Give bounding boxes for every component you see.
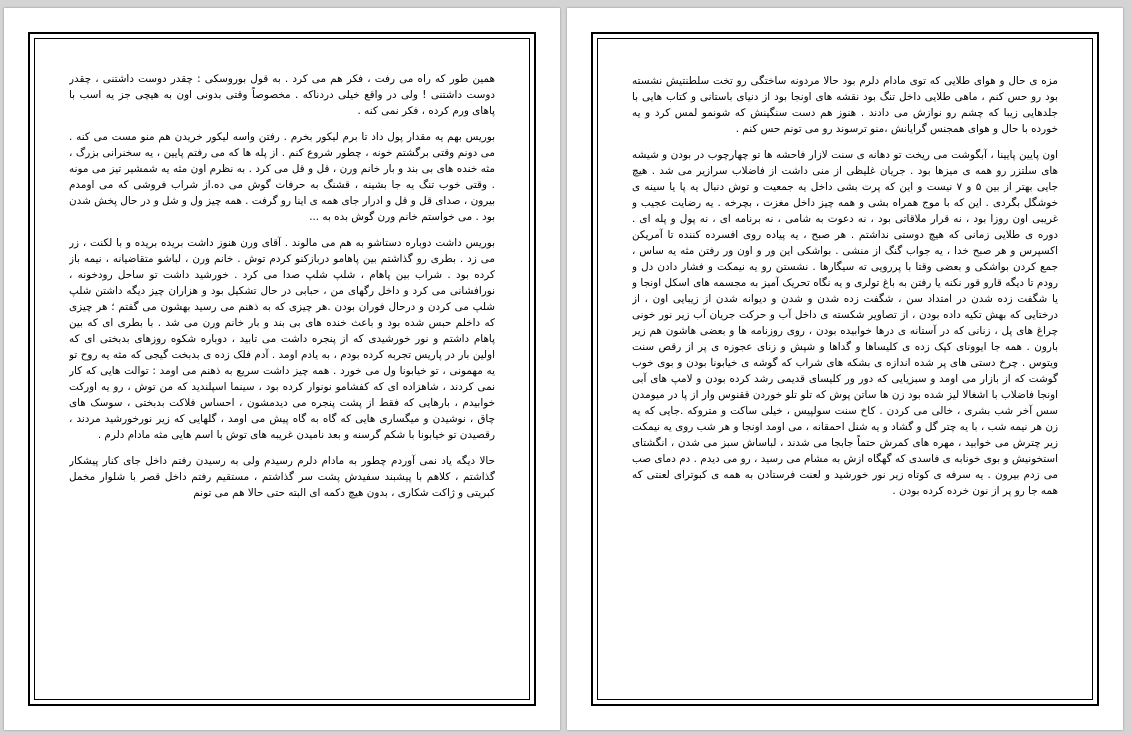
paragraph: بوریس داشت دوباره دستاشو به هم می مالوند . آقای ورن هنوز داشت بریده بریده و با لکنت ، زر می زد . بطری رو گذاشتم بین پاهامو دربازکنو کردم توش . خانم ورن ، لباشو متقاضیانه ، نیمه باز کرده بود . شراب بین پاهام ، شلپ شلپ صدا می کرد . خورشید داشت تو ساحل رودخونه ، نورافشانی می کرد و داخل رگهای من ، حبابی در حال تشکیل بود و هزاران چیز دیگه داشتن شلپ شلپ می کردن و درحال فوران بودن .هر چیزی که به ذهنم می رسید بهشون می گفتم ؛ هر چیزی که داخلم حبس شده بود و باعث خنده های بی بند و بار خانم ورن می شد . با بطری ای که بین پاهام داشتم و نور خورشیدی که از پنجره داشت می تابید ، دوباره شکوه روزهای بدبختی ای که اولین بار در پاریس تجربه کرده بودم ، به یادم اومد . آدم فلک زده ی بدبخت گیجی که مثه یه روح تو یه مهمونی ، تو خیابونا ول می خورد . همه چیز داشت سریع به ذهنم می اومد : توالت هایی که کار نمی کردند ، شاهزاده ای که کفشامو نونوار کرده بود ، سینما اسپلندید که من توش ، رو یه اورکت خوابیدم ، بارهایی که فقط از پشت پنجره می دیدمشون ، احساس فلاکت بدبختی ، سوسک های چاق ، نوشیدن و میگساری هایی که گاه به گاه پیش می اومد ، گلهایی که زیر نورخورشید مردند ، رقصیدن تو خیابونا با شکم گرسنه و بعد نامیدن غریبه های توش با اسم هایی مثه مادام دلرم .	[69, 237, 495, 441]
page-text-area	[632, 73, 1058, 679]
document-page-left	[4, 8, 560, 730]
paragraph: همین طور که راه می رفت ، فکر هم می کرد . به قول بوروسکی : چقدر دوست داشتنی ، چقدر دوست داشتنی ! ولی در واقع خیلی دردناکه . مخصوصاً وقتی بدونی اون به هیچی جز یه اسب با پاهای ورم کرده ، فکر نمی کنه .	[69, 73, 495, 117]
document-page-right	[567, 8, 1123, 730]
paragraph: مزه ی حال و هوای طلایی که توی مادام دلرم بود حالا مردونه ساختگی رو تخت سلطنتیش نشسته بود رو حس کنم ، ماهی طلایی داخل تنگ بود نقشه های اونجا بود از دنیای باستانی و کتاب هایی با جلدهایی زیبا که چشم رو نوازش می دادند . هنوز هم دست سنگینش که شونمو لمس کرد و یه خورده با حال و هوای همجنس گرایانش ،منو ترسوند رو می تونم حس کنم .	[632, 75, 1058, 135]
page-border-outer	[591, 32, 1099, 706]
paragraph: حالا دیگه یاد نمی آوردم چطور به مادام دلرم رسیدم ولی به رسیدن رفتم داخل جای کنار پیشکار گذاشتم ، کلاهم با پیشبند سفیدش پشت سر گذاشتم ، مستقیم رفتم داخل قصر با شلوار مخمل کبریتی و ژاکت شکاری ، بدون هیچ دکمه ای البته حتی حالا هم می تونم	[69, 455, 495, 499]
paragraph: اون پایین پایینا ، آبگوشت می ریخت تو دهانه ی سنت لازار فاحشه ها تو چهارچوب در بودن و شیشه های سلتزر رو همه ی میزها بود . جریان غلیظی از منی داشت از فاضلاب سرازیر می شد . هیچ جایی بهتر از بین ۵ و ۷ نیست و این که پرت بشی داخل یه جمعیت و توش دنبال یه پا یا سینه ی خوشگل بگردی . این که با موج همراه بشی و همه چیز داخل مغزت ، بچرخه . یه رضایت عجیب و غریبی اون روزا بود ، نه قرار ملاقاتی بود ، نه دعوت به شامی ، نه برنامه ای ، نه پول و پله ای . دوره ی طلایی زمانی که هیچ دوستی نداشتم . هر صبح ، یه پیاده روی افسرده کننده تا آمریکن اکسپرس و هر صبح خدا ، یه جواب گنگ از منشی . بواشکی این ور و اون ور رفتن مثه یه ساس ، جمع کردن بواشکی و بعضی وقتا با پررویی ته سیگارها . نشستن رو یه نیمکت و فشار دادن دل و رودم تا دیگه قارو قور نکنه یا رفتن به باغ تولری و یه نگاه تحریک آمیز به مجسمه های اسکل اونجا و یا شگفت زده شدن در امتداد سن ، شگفت زده شدن و شدن و دیوانه شدن از زیبایی اون ، از درختایی که بهش تکیه داده بودن ، از تصاویر شکسته ی داخل آب و حرکت جریان آب زیر نور خونی چراغ های پل ، زنانی که در آستانه ی درها خوابیده بودن ، روی روزنامه ها و بعضی هاشون هم زیر بارون . همه جا ایوونای کپک زده ی کلیساها و گداها و شپش و زنای عجوزه ی پر از رقص سنت ویتوس . چرخ دستی های پر شده اندازه ی بشکه های شراب که گوشه ی خیابونا بودن و بوی خوب گوشت که از بازار می اومد و سبزیایی که دور ور کلیسای قدیمی رشد کرده بودن و لامپ های آبی اونجا فاضلاب با اشغالا لیز شده بود زن ها ساتن پوش که تلو تلو خوردن ققنوس وار از پا در میومدن سس آخر شب بشری ، خالی می کردن . کاخ سنت سولپیس ، خیلی ساکت و متروکه .جایی که یه زن هر نیمه شب ، با یه چتر گل و گشاد و یه شنل احمقانه ، می اومد اونجا و هر شب روی یه نیمکت زیر چترش می خوابید ، مهره های کمرش حتماً جابجا می شدند ، لباساش سبز می شدن ، انگشتای استخونیش و بوی خونابه ی فاسدی که گهگاه ازش به مشام می رسید ، رو می دیدم . دم دمای صب می زدم بیرون . یه سرفه ی کوتاه زیر نور خورشید و لعنت فرستادن به همه ی کبوترای لعنتی که همه جا رو پر از نون خرده کرده بودن .	[632, 149, 1058, 497]
page-text-area	[69, 71, 495, 679]
page-border-inner	[597, 38, 1093, 700]
page-border-outer	[28, 32, 536, 706]
paragraph: بوریس بهم یه مقدار پول داد تا برم لیکور بخرم . رفتن واسه لیکور خریدن هم منو مست می کنه . می دونم وقتی برگشتم خونه ، چطور شروع کنم . از پله ها که می رفتم پایین ، یه سخنرانی بزرگ ، مثه خنده های بی بند و بار خانم ورن ، قل و قل می کرد . به نظرم اون مثه یه شمشیر تیز می مونه . وقتی خوب تنگ یه جا بشینه ، قشنگ به حرفات گوش می ده.از شراب فروشی که می اومدم بیرون ، صدای قل و قل و ادرار جای همه ی اینا رو گرفت . همه چیز ول و شل و در حال پخش شدن بود . می خواستم خانم ورن گوش بده به ...	[69, 131, 495, 223]
page-border-inner	[34, 38, 530, 700]
